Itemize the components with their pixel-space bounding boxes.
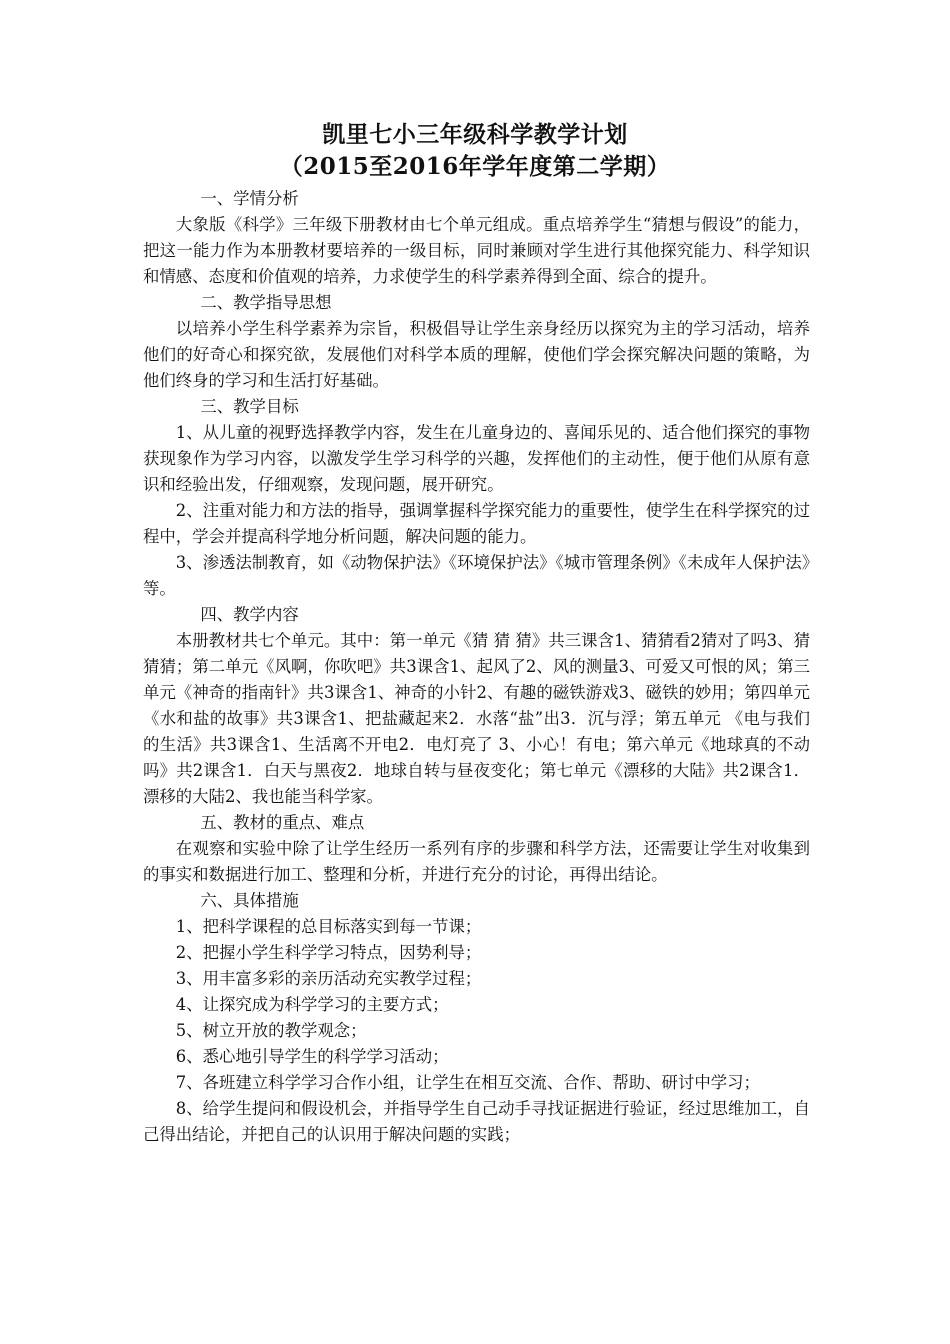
paragraph: 3、渗透法制教育，如《动物保护法》《环境保护法》《城市管理条例》《未成年人保护法》等。 (143, 553, 810, 598)
document-title: 凯里七小三年级科学教学计划 (322, 121, 628, 148)
list-item: 6、悉心地引导学生的科学学习活动； (175, 1047, 449, 1066)
paragraph: 本册教材共七个单元。其中：第一单元《猜 猜 猜》共三课含1、猜猜看2猜对了吗3、猜猜猜；第二单元《风啊，你吹吧》共3课含1、起风了2、风的测量3、可爱又可恨的风；第三单元《神奇的指南针》共3课含1、神奇的小针2、有趣的磁铁游戏3、磁铁的妙用；第四单元《水和盐的故事》共3课含1、把盐藏起来2．水落“盐”出3．沉与浮；第五单元 《电与我们的生活》共3课含1、生活离不开电2．电灯亮了 3、小心！有电；第六单元《地球真的不动吗》共2课含1．白天与黑夜2．地球自转与昼夜变化；第七单元《漂移的大陆》共2课含1．漂移的大陆2、我也能当科学家。 (143, 631, 810, 806)
paragraph: 在观察和实验中除了让学生经历一系列有序的步骤和科学方法，还需要让学生对收集到的事实和数据进行加工、整理和分析，并进行充分的讨论，再得出结论。 (143, 839, 810, 884)
section-heading: 二、教学指导思想 (200, 293, 332, 312)
list-item: 5、树立开放的教学观念； (175, 1021, 367, 1040)
section-heading: 六、具体措施 (200, 891, 299, 910)
list-item: 3、用丰富多彩的亲历活动充实教学过程； (175, 969, 482, 988)
section-heading: 三、教学目标 (200, 397, 299, 416)
paragraph: 大象版《科学》三年级下册教材由七个单元组成。重点培养学生“猜想与假设”的能力，把这一能力作为本册教材要培养的一级目标，同时兼顾对学生进行其他探究能力、科学知识和情感、态度和价值观的培养，力求使学生的科学素养得到全面、综合的提升。 (143, 215, 810, 286)
document-body (143, 186, 810, 1148)
list-item: 4、让探究成为科学学习的主要方式； (175, 995, 449, 1014)
paragraph: 2、注重对能力和方法的指导，强调掌握科学探究能力的重要性，使学生在科学探究的过程中，学会并提高科学地分析问题，解决问题的能力。 (143, 501, 810, 546)
list-item: 7、各班建立科学学习合作小组，让学生在相互交流、合作、帮助、研讨中学习； (175, 1073, 760, 1092)
paragraph: 以培养小学生科学素养为宗旨，积极倡导让学生亲身经历以探究为主的学习活动，培养他们的好奇心和探究欲，发展他们对科学本质的理解，使他们学会探究解决问题的策略，为他们终身的学习和生活打好基础。 (143, 319, 810, 390)
section-heading: 一、学情分析 (200, 189, 299, 208)
list-item: 1、把科学课程的总目标落实到每一节课； (175, 917, 482, 936)
paragraph: 1、从儿童的视野选择教学内容，发生在儿童身边的、喜闻乐见的、适合他们探究的事物获现象作为学习内容，以激发学生学习科学的兴趣，发挥他们的主动性，便于他们从原有意识和经验出发，仔细观察，发现问题，展开研究。 (143, 423, 810, 494)
section-heading: 五、教材的重点、难点 (200, 813, 365, 832)
list-item: 8、给学生提问和假设机会，并指导学生自己动手寻找证据进行验证，经过思维加工，自己得出结论，并把自己的认识用于解决问题的实践； (143, 1099, 810, 1144)
list-item: 2、把握小学生科学学习特点，因势利导； (175, 943, 482, 962)
section-heading: 四、教学内容 (200, 605, 299, 624)
document-subtitle: （2015至2016年学年度第二学期） (279, 153, 671, 180)
